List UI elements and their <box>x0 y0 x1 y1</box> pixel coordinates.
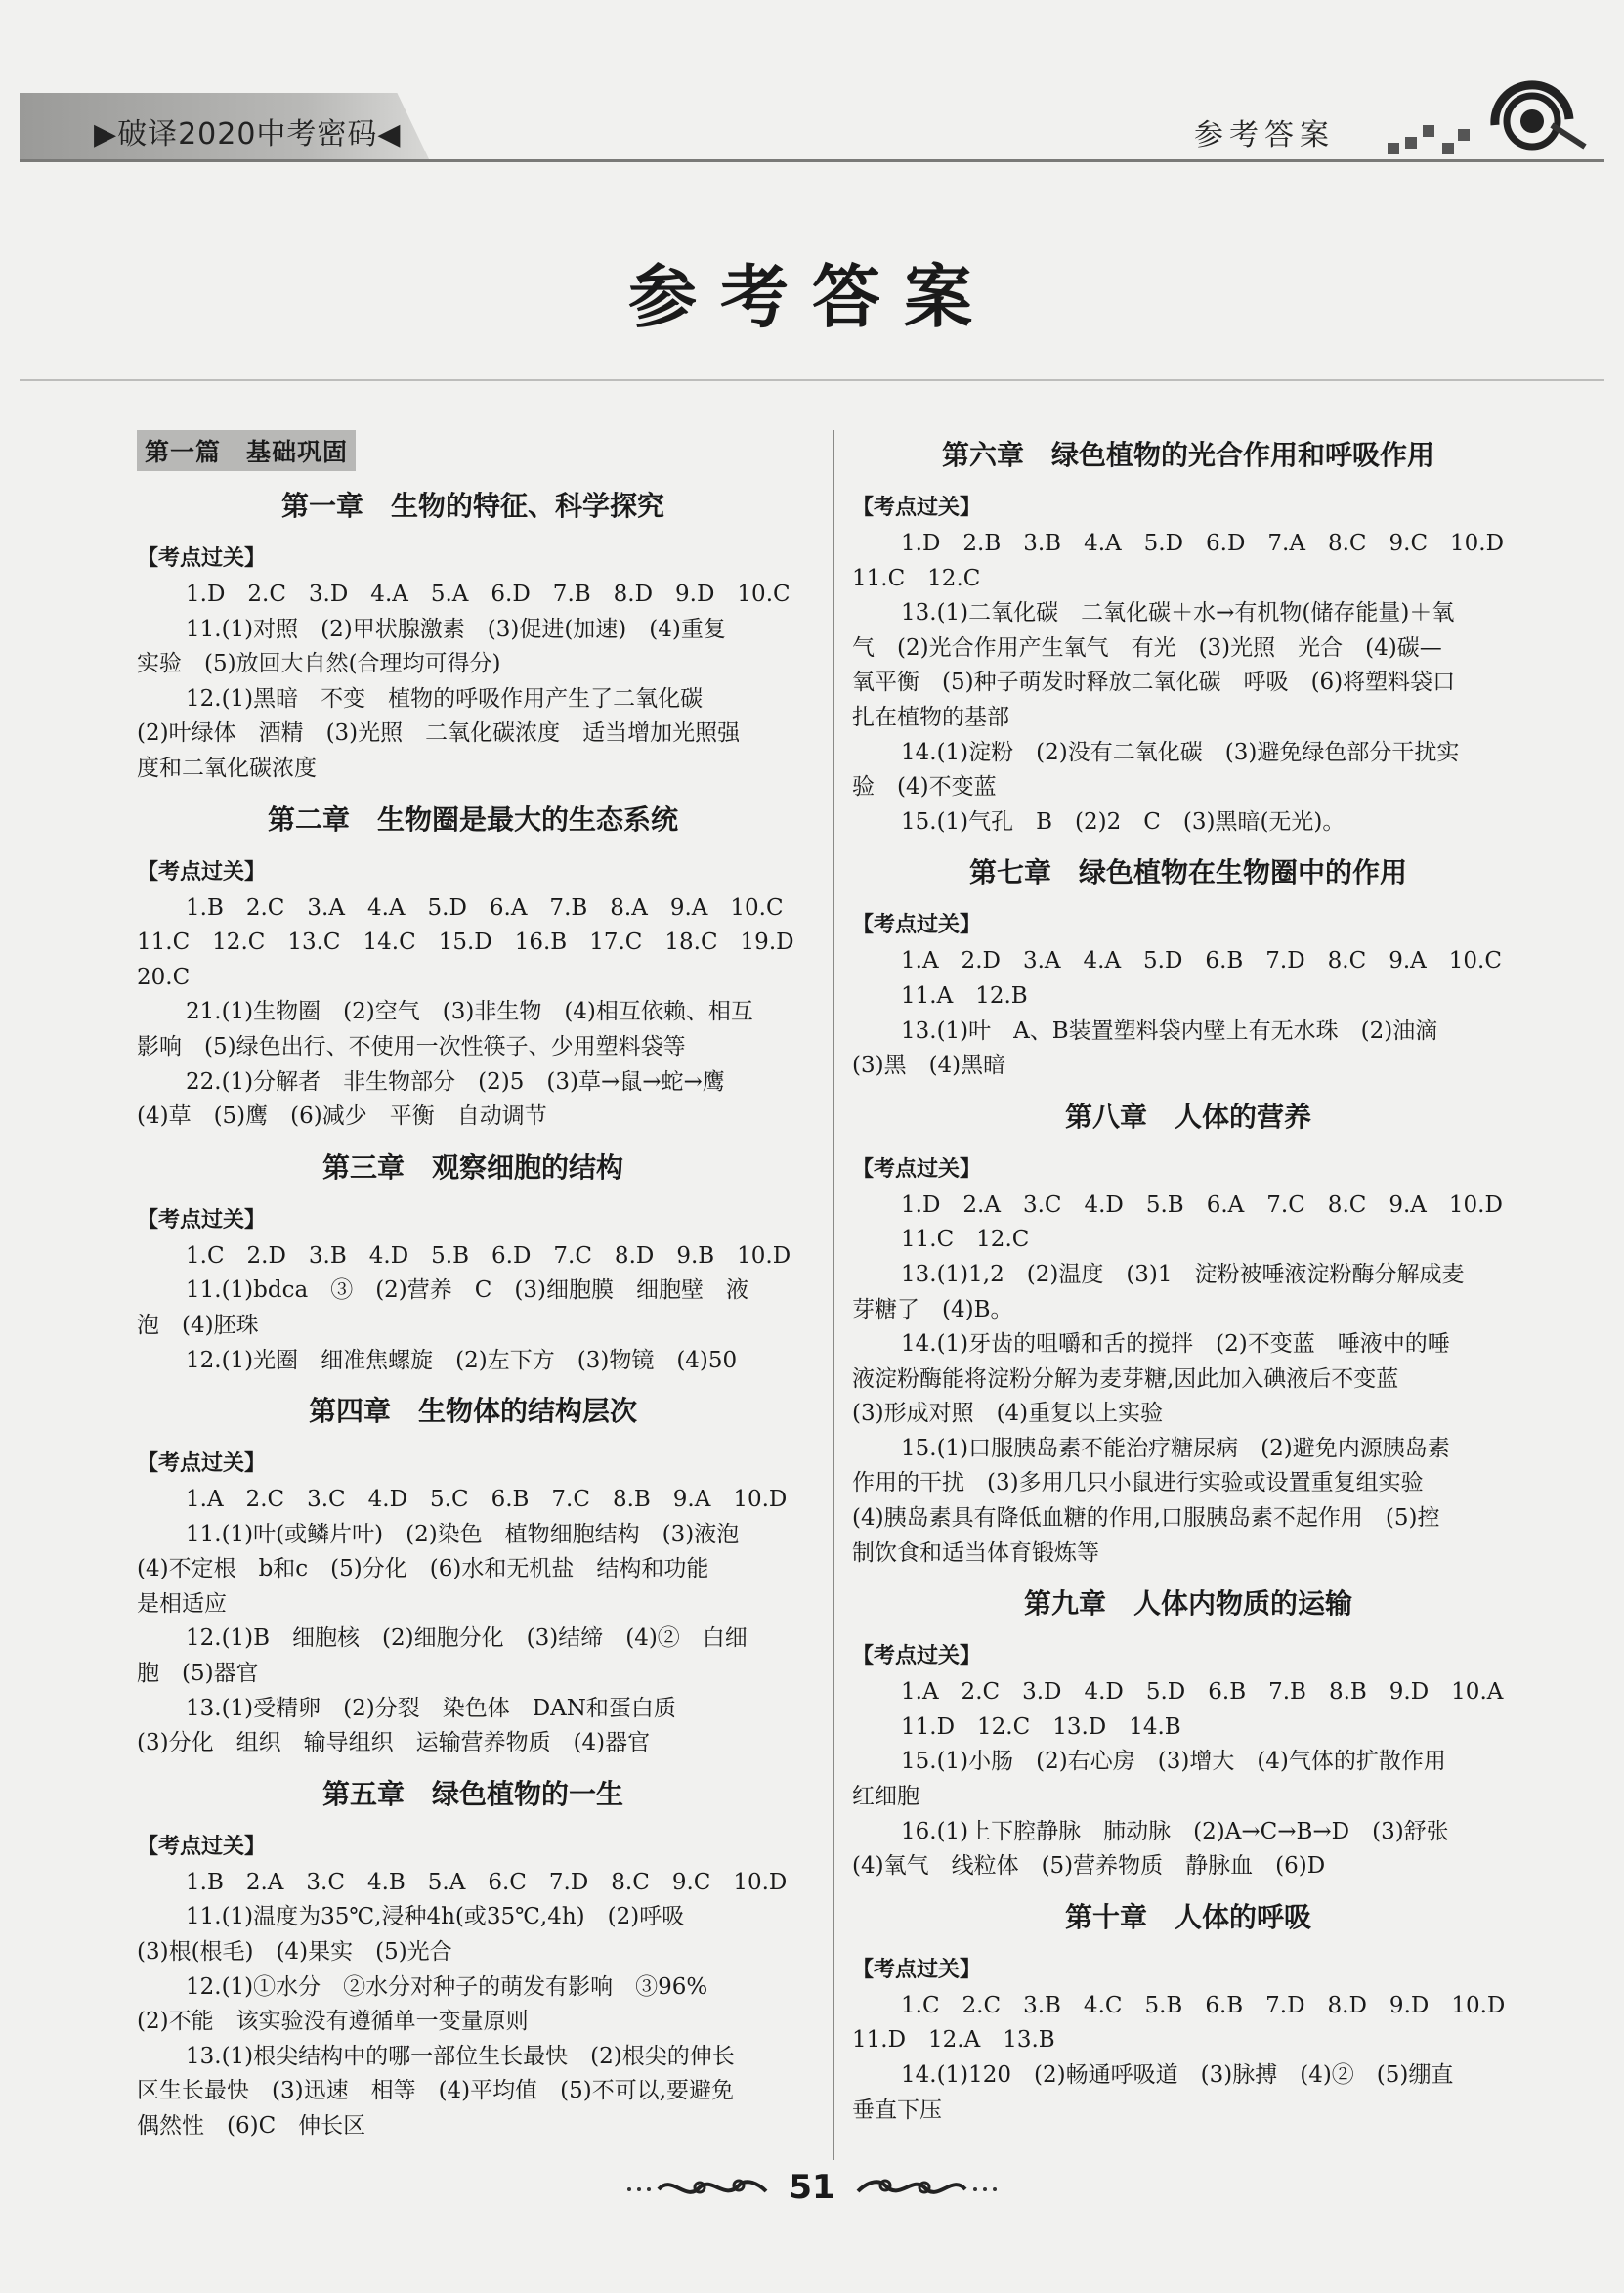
page-footer <box>0 2168 1624 2207</box>
answer-line: 1.D 2.B 3.B 4.A 5.D 6.D 7.A 8.C 9.C 10.D <box>901 531 1505 556</box>
title-divider <box>20 379 1604 381</box>
answer-line: 气 (2)光合作用产生氧气 有光 (3)光照 光合 (4)碳— <box>852 634 1442 661</box>
answer-line: 泡 (4)胚珠 <box>137 1312 259 1338</box>
answer-line: 13.(1)根尖结构中的哪一部位生长最快 (2)根尖的伸长 <box>186 2043 735 2069</box>
answer-line: 芽糖了 (4)B。 <box>852 1296 1013 1322</box>
answer-line: 13.(1)1,2 (2)温度 (3)1 淀粉被唾液淀粉酶分解成麦 <box>901 1261 1465 1287</box>
flourish-left-icon <box>623 2170 770 2205</box>
answer-line: 11.D 12.A 13.B <box>852 2027 1055 2054</box>
answer-line: 11.(1)温度为35℃,浸种4h(或35℃,4h) (2)呼吸 <box>186 1904 685 1930</box>
answer-line: 1.D 2.C 3.D 4.A 5.A 6.D 7.B 8.D 9.D 10.C <box>186 582 791 607</box>
answer-line: 实验 (5)放回大自然(合理均可得分) <box>137 651 501 677</box>
answer-line: 11.C 12.C <box>852 565 981 591</box>
chapter-title: 第六章 绿色植物的光合作用和呼吸作用 <box>941 439 1434 471</box>
answer-line: 1.B 2.A 3.C 4.B 5.A 6.C 7.D 8.C 9.C 10.D <box>186 1869 788 1895</box>
answer-line: 1.A 2.C 3.C 4.D 5.C 6.B 7.C 8.B 9.A 10.D <box>186 1487 788 1513</box>
header-section-title: 参考答案 <box>1194 118 1335 152</box>
answer-line: 扎在植物的基部 <box>852 704 1009 730</box>
answer-line: (4)氧气 线粒体 (5)营养物质 静脉血 (6)D <box>852 1853 1326 1880</box>
answer-line: (3)分化 组织 输导组织 运输营养物质 (4)器官 <box>137 1730 651 1756</box>
answer-line: 液淀粉酶能将淀粉分解为麦芽糖,因此加入碘液后不变蓝 <box>852 1365 1399 1392</box>
answer-line: 20.C <box>137 964 191 990</box>
answer-line: 区生长最快 (3)迅速 相等 (4)平均值 (5)不可以,要避免 <box>137 2078 735 2104</box>
section-label: 【考点过关】 <box>137 1451 267 1477</box>
answer-line: 验 (4)不变蓝 <box>852 774 997 800</box>
chapter-title: 第五章 绿色植物的一生 <box>321 1777 623 1810</box>
answer-line: 14.(1)120 (2)畅通呼吸道 (3)脉搏 (4)② (5)绷直 <box>901 2062 1454 2088</box>
section-label: 【考点过关】 <box>137 859 267 885</box>
answer-line: 1.C 2.C 3.B 4.C 5.B 6.B 7.D 8.D 9.D 10.D <box>901 1992 1506 2018</box>
answer-line: (2)不能 该实验没有遵循单一变量原则 <box>137 2009 529 2035</box>
answer-line: 氧平衡 (5)种子萌发时释放二氧化碳 呼吸 (6)将塑料袋口 <box>852 670 1456 696</box>
left-column <box>137 430 809 2152</box>
answer-line: 13.(1)受精卵 (2)分裂 染色体 DAN和蛋白质 <box>186 1695 676 1721</box>
answer-line: 1.B 2.C 3.A 4.A 5.D 6.A 7.B 8.A 9.A 10.C <box>186 894 784 921</box>
answer-line: 11.D 12.C 13.D 14.B <box>901 1713 1181 1740</box>
answer-line: (3)根(根毛) (4)果实 (5)光合 <box>137 1939 452 1966</box>
answer-line: 15.(1)口服胰岛素不能治疗糖尿病 (2)避免内源胰岛素 <box>901 1435 1450 1461</box>
right-column <box>852 430 1524 2136</box>
answer-line: 垂直下压 <box>852 2097 942 2123</box>
chapter-title: 第八章 人体的营养 <box>1064 1100 1311 1133</box>
answer-line: (4)不定根 b和c (5)分化 (6)水和无机盐 结构和功能 <box>137 1556 709 1582</box>
answer-line: 胞 (5)器官 <box>137 1661 259 1687</box>
part-label: 第一篇 基础巩固 <box>137 430 356 471</box>
answer-line: (3)黑 (4)黑暗 <box>852 1053 1006 1079</box>
answer-line: 11.(1)叶(或鳞片叶) (2)染色 植物细胞结构 (3)液泡 <box>186 1521 740 1547</box>
logo-icon <box>1475 57 1593 164</box>
answer-line: 11.(1)bdca ③ (2)营养 C (3)细胞膜 细胞壁 液 <box>186 1277 748 1304</box>
answer-line: (3)形成对照 (4)重复以上实验 <box>852 1401 1164 1427</box>
header-series-title: ▶破译2020中考密码◀ <box>94 117 402 151</box>
answer-line: 红细胞 <box>852 1784 919 1810</box>
answer-line: 1.D 2.A 3.C 4.D 5.B 6.A 7.C 8.C 9.A 10.D <box>901 1191 1503 1218</box>
answer-line: 11.A 12.B <box>901 982 1028 1009</box>
section-label: 【考点过关】 <box>137 546 267 571</box>
answer-line: 是相适应 <box>137 1590 227 1617</box>
answer-line: 13.(1)叶 A、B装置塑料袋内壁上有无水珠 (2)油滴 <box>901 1017 1438 1044</box>
section-label: 【考点过关】 <box>852 1156 982 1182</box>
answer-line: 12.(1)B 细胞核 (2)细胞分化 (3)结缔 (4)② 白细 <box>186 1625 748 1652</box>
answer-line: 14.(1)淀粉 (2)没有二氧化碳 (3)避免绿色部分干扰实 <box>901 739 1460 765</box>
answer-line: 作用的干扰 (3)多用几只小鼠进行实验或设置重复组实验 <box>852 1470 1424 1496</box>
answer-line: 12.(1)光圈 细准焦螺旋 (2)左下方 (3)物镜 (4)50 <box>186 1347 738 1373</box>
column-divider <box>833 430 834 2160</box>
header-rule <box>20 159 1604 162</box>
answer-line: 15.(1)气孔 B (2)2 C (3)黑暗(无光)。 <box>901 808 1346 835</box>
section-label: 【考点过关】 <box>852 496 982 520</box>
answer-line: 22.(1)分解者 非生物部分 (2)5 (3)草→鼠→蛇→鹰 <box>186 1068 725 1095</box>
answer-line: 偶然性 (6)C 伸长区 <box>137 2113 366 2139</box>
section-label: 【考点过关】 <box>852 913 982 938</box>
answer-line: (2)叶绿体 酒精 (3)光照 二氧化碳浓度 适当增加光照强 <box>137 720 741 747</box>
answer-line: 13.(1)二氧化碳 二氧化碳＋水→有机物(储存能量)＋氧 <box>901 600 1455 627</box>
answer-line: 度和二氧化碳浓度 <box>137 755 317 781</box>
answer-line: 14.(1)牙齿的咀嚼和舌的搅拌 (2)不变蓝 唾液中的唾 <box>901 1331 1450 1358</box>
chapter-title: 第十章 人体的呼吸 <box>1064 1900 1311 1933</box>
answer-line: 1.A 2.C 3.D 4.D 5.D 6.B 7.B 8.B 9.D 10.A <box>901 1679 1504 1706</box>
answer-line: (4)胰岛素具有降低血糖的作用,口服胰岛素不起作用 (5)控 <box>852 1505 1440 1532</box>
chapter-title: 第四章 生物体的结构层次 <box>308 1395 637 1428</box>
answer-line: 11.C 12.C <box>901 1227 1030 1253</box>
flourish-right-icon <box>854 2170 1001 2205</box>
answer-line: 1.C 2.D 3.B 4.D 5.B 6.D 7.C 8.D 9.B 10.D <box>186 1242 791 1269</box>
chapter-title: 第一章 生物的特征、科学探究 <box>280 490 664 522</box>
answer-line: (4)草 (5)鹰 (6)减少 平衡 自动调节 <box>137 1103 547 1130</box>
answer-line: 12.(1)黑暗 不变 植物的呼吸作用产生了二氧化碳 <box>186 685 704 712</box>
chapter-title: 第九章 人体内物质的运输 <box>1023 1587 1352 1621</box>
answer-line: 制饮食和适当体育锻炼等 <box>852 1539 1099 1566</box>
chapter-title: 第三章 观察细胞的结构 <box>321 1150 623 1184</box>
chapter-title: 第二章 生物圈是最大的生态系统 <box>267 802 678 836</box>
section-label: 【考点过关】 <box>137 1834 267 1859</box>
chapter-title: 第七章 绿色植物在生物圈中的作用 <box>968 856 1407 889</box>
answer-line: 1.A 2.D 3.A 4.A 5.D 6.B 7.D 8.C 9.A 10.C <box>901 948 1502 974</box>
section-label: 【考点过关】 <box>852 1644 982 1669</box>
section-label: 【考点过关】 <box>137 1207 267 1233</box>
answer-line: 15.(1)小肠 (2)右心房 (3)增大 (4)气体的扩散作用 <box>901 1749 1446 1775</box>
section-label: 【考点过关】 <box>852 1957 982 1982</box>
page-title: 参考答案 <box>628 256 996 337</box>
page-number: 51 <box>789 2168 835 2207</box>
answer-line: 16.(1)上下腔静脉 肺动脉 (2)A→C→B→D (3)舒张 <box>901 1818 1449 1844</box>
answer-line: 11.(1)对照 (2)甲状腺激素 (3)促进(加速) (4)重复 <box>186 616 726 642</box>
answer-line: 21.(1)生物圈 (2)空气 (3)非生物 (4)相互依赖、相互 <box>186 999 753 1025</box>
answer-line: 11.C 12.C 13.C 14.C 15.D 16.B 17.C 18.C 19.D <box>137 930 794 956</box>
answer-line: 影响 (5)绿色出行、不使用一次性筷子、少用塑料袋等 <box>137 1033 686 1060</box>
answer-line: 12.(1)①水分 ②水分对种子的萌发有影响 ③96% <box>186 1973 708 2000</box>
